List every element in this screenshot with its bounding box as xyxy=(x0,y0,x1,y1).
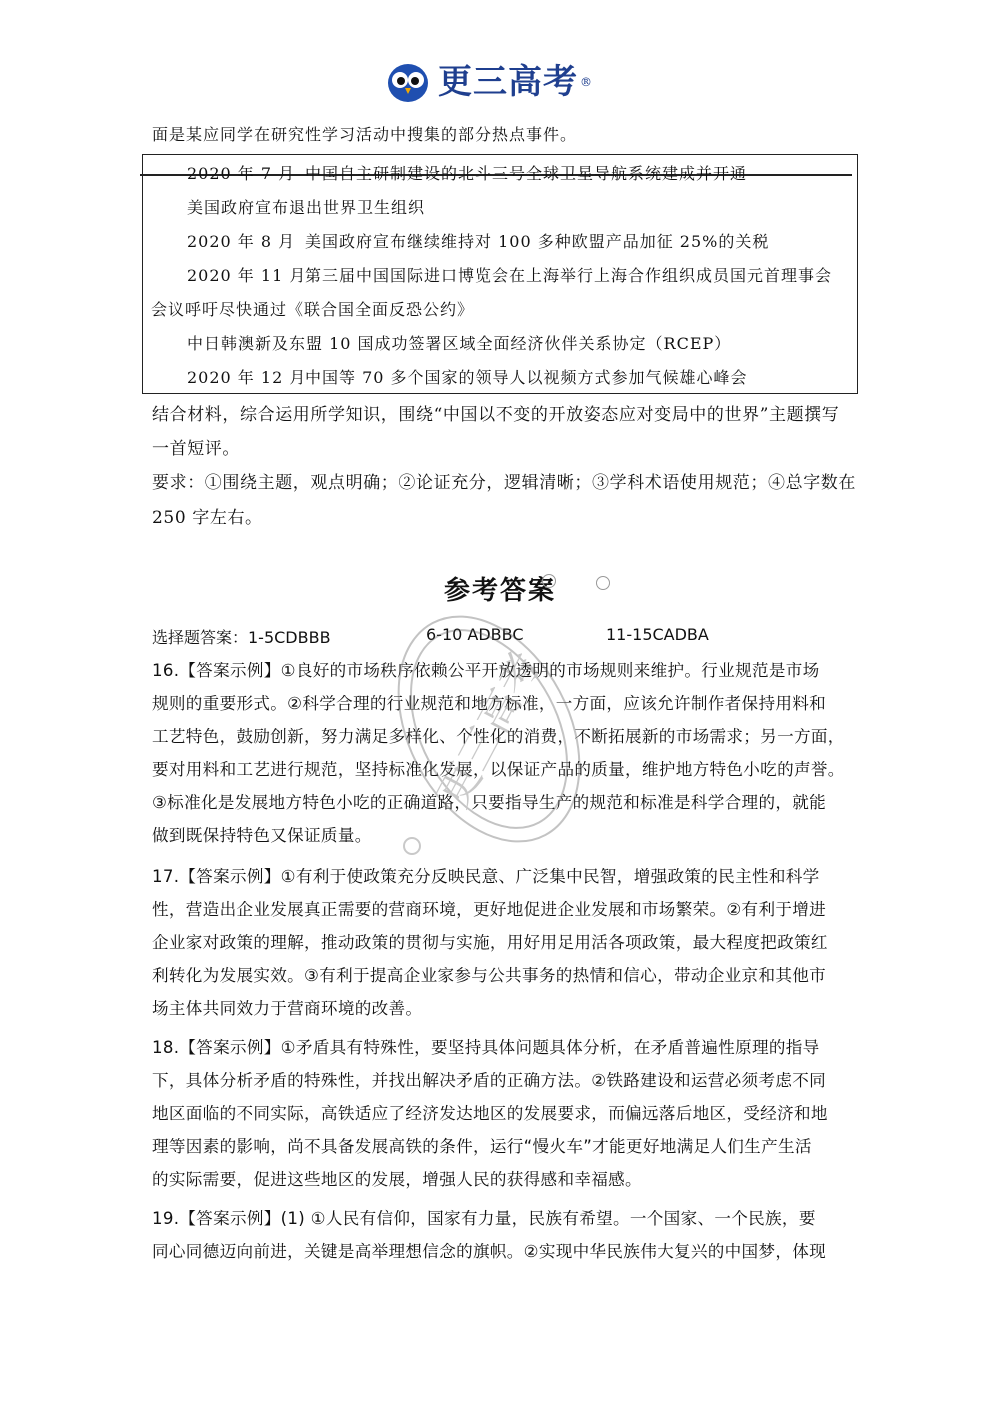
choice-answers-1: 选择题答案：1-5CDBBB xyxy=(152,628,331,647)
answer-line: 场主体共同效力于营商环境的改善。 xyxy=(152,999,423,1018)
event-row xyxy=(187,195,425,218)
event-text: 中日韩澳新及东盟 10 国成功签署区域全面经济伙伴关系协定（RCEP） xyxy=(187,334,732,353)
answer-line: 做到既保持特色又保证质量。 xyxy=(152,826,372,845)
answer-line: 19.【答案示例】(1) ①人民有信仰，国家有力量，民族有希望。一个国家、一个民族，要 xyxy=(152,1209,816,1228)
brand-name: 更三高考 xyxy=(438,62,578,102)
intro-text: 面是某应同学在研究性学习活动中搜集的部分热点事件。 xyxy=(152,125,578,144)
question-line: 结合材料，综合运用所学知识，围绕“中国以不变的开放姿态应对变局中的世界”主题撰写 xyxy=(152,405,840,425)
answer-line: 同心同德迈向前进，关键是高举理想信念的旗帜。②实现中华民族伟大复兴的中国梦，体现 xyxy=(152,1242,827,1261)
event-row xyxy=(187,263,832,286)
event-date: 2020 年 7 月 xyxy=(187,164,296,183)
answer-line: 要对用料和工艺进行规范，坚持标准化发展，以保证产品的质量，维护地方特色小吃的声誉。 xyxy=(152,760,845,779)
answer-line: 18.【答案示例】①矛盾具有特殊性，要坚持具体问题具体分析，在矛盾普遍性原理的指导 xyxy=(152,1038,820,1057)
answers-title: 参考答案 xyxy=(443,576,556,606)
answer-line: ③标准化是发展地方特色小吃的正确道路，只要指导生产的规范和标准是科学合理的，就能 xyxy=(152,793,827,812)
watermark-stamp xyxy=(364,584,614,874)
event-date: 2020 年 8 月 xyxy=(187,232,296,251)
event-date: 2020 年 12 月 xyxy=(187,368,307,387)
answer-line: 利转化为发展实效。③有利于提高企业家参与公共事务的热情和信心，带动企业京和其他市 xyxy=(152,966,827,985)
event-date: 2020 年 11 月 xyxy=(187,266,307,285)
event-row xyxy=(151,297,474,320)
event-row xyxy=(187,161,747,184)
answer-line: 下，具体分析矛盾的特殊性，并找出解决矛盾的正确方法。②铁路建设和运营必须考虑不同 xyxy=(152,1071,827,1090)
answer-line: 性，营造出企业发展真正需要的营商环境，更好地促进企业发展和市场繁荣。②有利于增进 xyxy=(152,900,827,919)
event-row xyxy=(187,229,769,252)
question-line: 一首短评。 xyxy=(152,439,240,459)
choice-answers-2: 6-10 ADBBC xyxy=(426,625,524,644)
event-text: 会议呼吁尽快通过《联合国全面反恐公约》 xyxy=(151,300,475,319)
answer-line: 的实际需要，促进这些地区的发展，增强人民的获得感和幸福感。 xyxy=(152,1170,642,1189)
registered-mark: ® xyxy=(580,75,592,89)
answer-line: 工艺特色，鼓励创新，努力满足多样化、个性化的消费，不断拓展新的市场需求；另一方面， xyxy=(152,727,845,746)
answer-line: 理等因素的影响，尚不具备发展高铁的条件，运行“慢火车”才能更好地满足人们生产生活 xyxy=(152,1137,812,1156)
question-line: 要求：①围绕主题，观点明确；②论证充分，逻辑清晰；③学科术语使用规范；④总字数在 xyxy=(152,473,856,493)
answer-line: 企业家对政策的理解，推动政策的贯彻与实施，用好用足用活各项政策，最大程度把政策红 xyxy=(152,933,828,952)
answer-line: 17.【答案示例】①有利于使政策充分反映民意、广泛集中民智，增强政策的民主性和科学 xyxy=(152,867,820,886)
owl-logo-icon xyxy=(386,60,430,104)
answer-line: 地区面临的不同实际，高铁适应了经济发达地区的发展要求，而偏远落后地区，受经济和地 xyxy=(152,1104,828,1123)
events-box xyxy=(142,154,858,394)
watermark-text: 更三高考 xyxy=(428,643,551,815)
event-text: 第三届中国国际进口博览会在上海举行上海合作组织成员国元首理事会 xyxy=(305,266,833,285)
event-text: 中国自主研制建设的北斗三号全球卫星导航系统建成并开通 xyxy=(305,164,748,183)
question-line: 250 字左右。 xyxy=(152,508,263,528)
event-row xyxy=(187,331,731,354)
event-text: 中国等 70 多个国家的领导人以视频方式参加气候雄心峰会 xyxy=(305,368,748,387)
choice-answers-3: 11-15CADBA xyxy=(606,625,709,644)
page-header xyxy=(0,58,1000,118)
answer-line: 规则的重要形式。②科学合理的行业规范和地方标准，一方面，应该允许制作者保持用料和 xyxy=(152,694,827,713)
event-text: 美国政府宣布退出世界卫生组织 xyxy=(187,198,426,217)
answer-line: 16.【答案示例】①良好的市场秩序依赖公平开放透明的市场规则来维护。行业规范是市场 xyxy=(152,661,820,680)
event-text: 美国政府宣布继续维持对 100 多种欧盟产品加征 25%的关税 xyxy=(305,232,770,251)
event-row xyxy=(187,365,748,388)
brand-logo xyxy=(386,60,592,104)
